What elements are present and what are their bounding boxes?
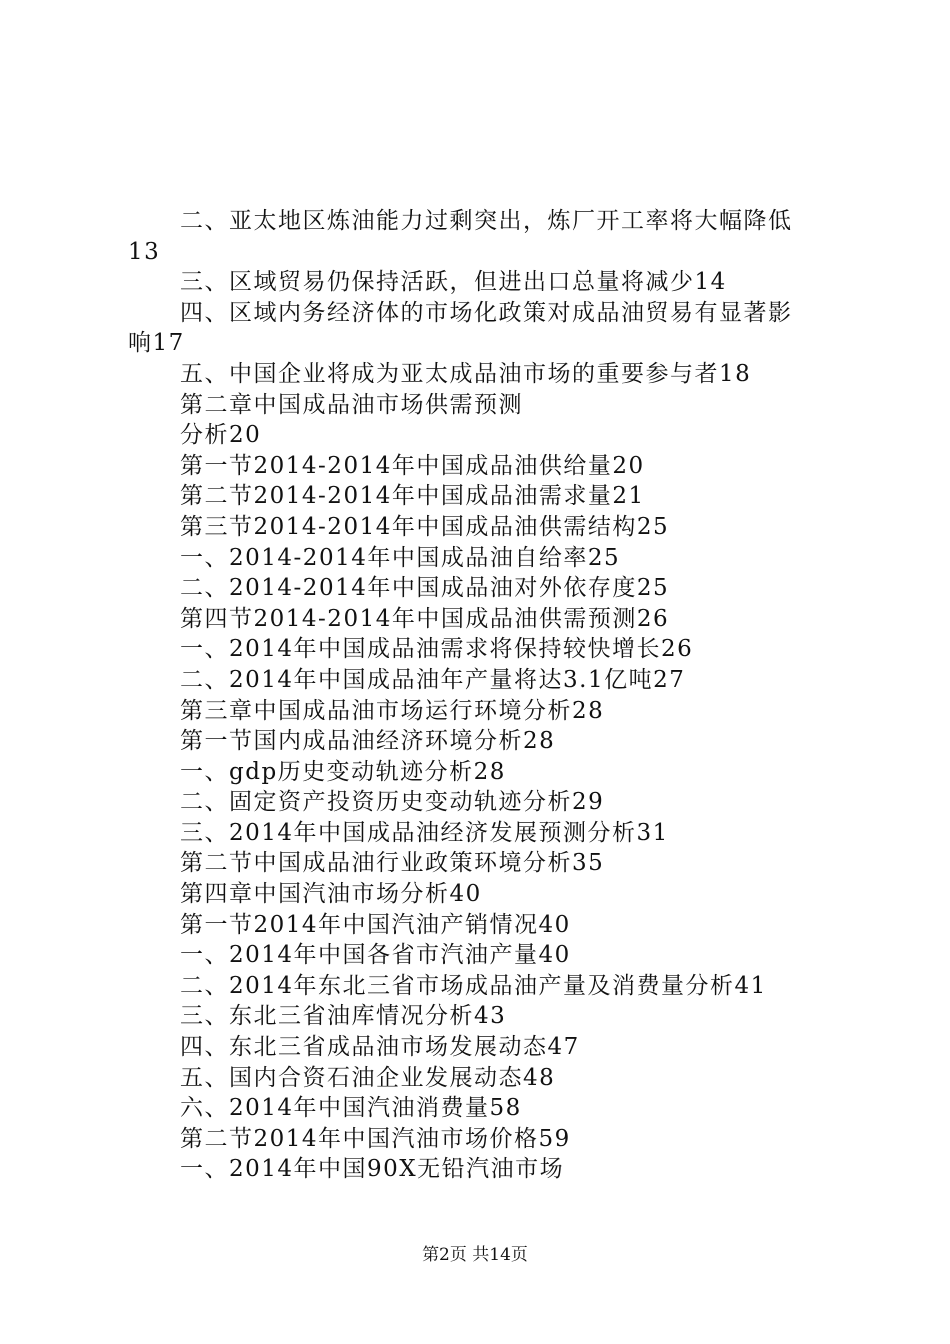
toc-entry: 五、中国企业将成为亚太成品油市场的重要参与者18	[180, 360, 752, 387]
toc-entry: 四、东北三省成品油市场发展动态47	[180, 1034, 580, 1061]
toc-entry: 二、2014年东北三省市场成品油产量及消费量分析41	[180, 972, 767, 999]
toc-entry: 二、2014年中国成品油年产量将达3.1亿吨27	[180, 666, 686, 693]
toc-section-entry: 第四节2014-2014年中国成品油供需预测26	[180, 605, 670, 632]
toc-entry: 三、2014年中国成品油经济发展预测分析31	[180, 819, 669, 846]
toc-entry: 二、2014-2014年中国成品油对外依存度25	[180, 575, 670, 602]
toc-entry: 五、国内合资石油企业发展动态48	[180, 1064, 556, 1091]
toc-entry: 一、gdp历史变动轨迹分析28	[180, 758, 506, 785]
toc-entry-continuation: 分析20	[180, 422, 262, 449]
toc-entry: 一、2014-2014年中国成品油自给率25	[180, 544, 621, 571]
toc-section-entry: 第二节中国成品油行业政策环境分析35	[180, 850, 605, 877]
toc-section-entry: 第二节2014年中国汽油市场价格59	[180, 1125, 571, 1152]
toc-section-entry: 第三节2014-2014年中国成品油供需结构25	[180, 513, 670, 540]
toc-chapter-heading: 第三章中国成品油市场运行环境分析28	[180, 697, 605, 724]
toc-chapter-heading: 第二章中国成品油市场供需预测	[180, 391, 523, 418]
toc-entry: 六、2014年中国汽油消费量58	[180, 1095, 522, 1122]
toc-section-entry: 第二节2014-2014年中国成品油需求量21	[180, 483, 645, 510]
toc-section-entry: 第一节2014-2014年中国成品油供给量20	[180, 452, 645, 479]
page-footer: 第2页 共14页	[422, 1245, 528, 1265]
toc-entry: 二、固定资产投资历史变动轨迹分析29	[180, 789, 605, 816]
table-of-contents	[128, 206, 838, 1185]
toc-entry: 一、2014年中国成品油需求将保持较快增长26	[180, 636, 694, 663]
toc-entry: 三、东北三省油库情况分析43	[180, 1003, 507, 1030]
toc-entry: 三、区域贸易仍保持活跃，但进出口总量将减少14	[180, 269, 727, 296]
toc-section-entry: 第一节2014年中国汽油产销情况40	[180, 911, 571, 938]
toc-entry: 二、亚太地区炼油能力过剩突出，炼厂开工率将大幅降低	[180, 208, 793, 234]
toc-entry: 一、2014年中国各省市汽油产量40	[180, 942, 571, 969]
toc-section-entry: 第一节国内成品油经济环境分析28	[180, 728, 556, 755]
toc-chapter-heading: 第四章中国汽油市场分析40	[180, 881, 482, 908]
toc-entry: 一、2014年中国90X无铅汽油市场	[180, 1156, 565, 1183]
toc-entry: 四、区域内务经济体的市场化政策对成品油贸易有显著影	[180, 299, 793, 326]
toc-entry-continuation: 响17	[128, 330, 185, 357]
toc-entry-continuation: 13	[128, 238, 161, 265]
